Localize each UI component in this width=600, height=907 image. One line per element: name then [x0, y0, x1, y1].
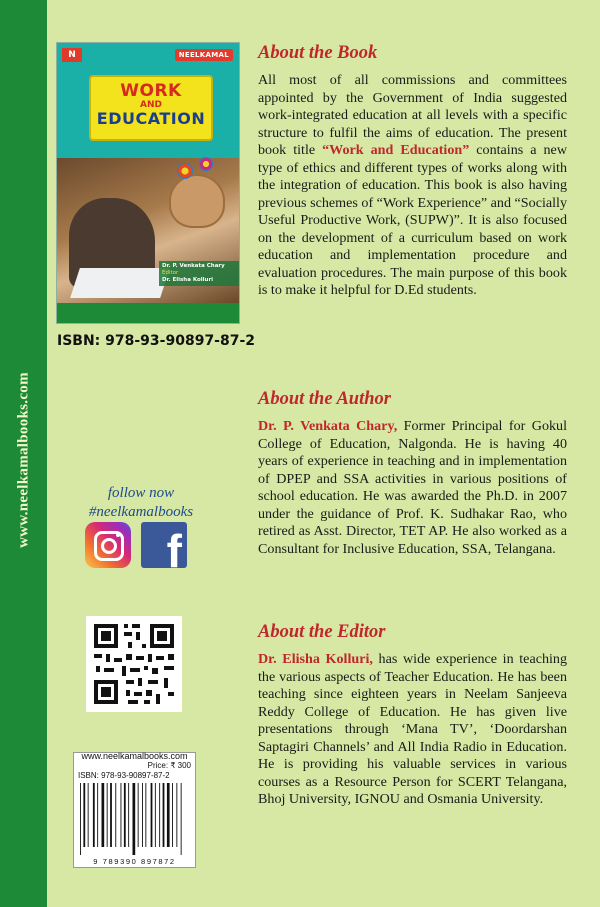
flower-icon	[199, 157, 213, 171]
barcode-number: 9 789390 897872	[93, 857, 176, 866]
spine-website: www.neelkamalbooks.com	[15, 372, 32, 548]
about-book-text-after: contains a new type of ethics and different types of works along with the integration of education. This book is also having previous schemes of “Work Experience” and “Socially Useful Productive Work, (SUPW)”. It is also focused on the development of a curriculum based on work education and implementation procedure and evaluation procedures. The main purpose of this book is to make it helpful for D.Ed students.	[258, 142, 567, 298]
about-book-text-before: All most of all commissions and committees appointed by the Government of India suggested work-integrated education at all levels with a specific structure to fulfil the aims of education. The present book title	[258, 72, 567, 158]
about-author-text	[258, 418, 567, 558]
barcode-bar	[138, 783, 139, 847]
barcode-bar	[80, 783, 81, 855]
instagram-icon[interactable]	[85, 522, 131, 568]
publisher-logo-icon: N	[62, 48, 82, 62]
about-editor-text	[258, 651, 567, 809]
book-title-highlight: “Work and Education”	[322, 142, 470, 158]
barcode-price: Price: ₹ 300	[147, 761, 191, 770]
barcode-bar	[159, 783, 160, 847]
barcode-bar	[83, 783, 85, 847]
about-author-heading: About the Author	[258, 389, 391, 409]
barcode-bar	[145, 783, 146, 847]
hashtag: #neelkamalbooks	[88, 504, 194, 520]
follow-text: follow now	[107, 485, 175, 501]
cover-author: Dr. P. Venkata Chary	[162, 263, 225, 269]
barcode-website: www.neelkamalbooks.com	[81, 751, 188, 761]
barcode-bar	[93, 783, 95, 847]
barcode-bar	[176, 783, 177, 847]
barcode-bar	[124, 783, 126, 847]
barcode-bar	[172, 783, 173, 847]
editor-name: Dr. Elisha Kolluri,	[258, 651, 373, 667]
barcode-bar	[155, 783, 156, 847]
isbn-label: ISBN: 978-93-90897-87-2	[57, 333, 256, 349]
about-book-section	[258, 42, 567, 300]
social-follow	[85, 484, 197, 522]
about-editor-heading: About the Editor	[258, 622, 386, 642]
about-author-section	[258, 388, 567, 558]
barcode-bar	[133, 783, 136, 855]
barcode-bar	[142, 783, 143, 847]
barcode-label	[73, 752, 196, 868]
facebook-icon[interactable]: f	[141, 522, 187, 568]
cover-editor: Dr. Elisha Kolluri	[162, 277, 214, 283]
book-cover-thumbnail	[57, 43, 239, 323]
barcode-bar	[181, 783, 182, 855]
about-editor-section	[258, 621, 567, 809]
cover-title-line2: AND	[140, 100, 162, 110]
barcode-bar	[88, 783, 89, 847]
about-book-text	[258, 72, 567, 300]
spine-band	[0, 0, 47, 907]
qr-code	[86, 616, 182, 712]
cover-editor-label: Editor	[162, 270, 179, 276]
editor-bio: has wide experience in teaching the various aspects of Teacher Education. He has been teaching since eighteen years in Neelam Sanjeeva Reddy College of Education. He has given live presentations through ‘Mana TV’, ‘Doordarshan Saptagiri Channels’ and All India Radio in Education. He is providing his valuable services in various courses as a Resource Person for SCERT Telangana, Bhoj University, IGNOU and Osmania University.	[258, 651, 568, 807]
barcode-bar	[163, 783, 165, 847]
barcode-bar	[97, 783, 98, 847]
cover-title-line3: EDUCATION	[96, 109, 206, 128]
barcode-bar	[107, 783, 108, 847]
author-name: Dr. P. Venkata Chary,	[258, 418, 398, 434]
barcode-isbn: ISBN: 978-93-90897-87-2	[78, 771, 170, 780]
cover-title-line1: WORK	[120, 81, 182, 101]
qr-code-icon	[86, 616, 182, 712]
pottery-image	[169, 174, 225, 228]
barcode-bar	[151, 783, 153, 847]
flower-icon	[177, 163, 193, 179]
barcode-bar	[115, 783, 116, 847]
author-bio: Former Principal for Gokul College of Education, Nalgonda. He is having 40 years of experience in teaching and in implementation of DPEP and SSA activities in various positions of school education. He was awarded the Ph.D. in 2007 under the guidance of Prof. K. Sudhakar Rao, who retired as Asst. Director, TET AP. He also worked as a Consultant for Inclusive Education, SSA, Telangana.	[258, 418, 568, 557]
paper-image	[70, 268, 170, 298]
barcode-bar	[121, 783, 122, 847]
cover-authors	[159, 261, 239, 286]
barcode-bar	[110, 783, 112, 847]
barcode-bar	[102, 783, 105, 847]
cover-title-box	[89, 75, 213, 141]
barcode-bars	[78, 783, 191, 855]
cover-brand: NEELKAMAL	[175, 49, 233, 61]
about-book-heading: About the Book	[258, 43, 378, 63]
barcode-bar	[128, 783, 129, 847]
barcode-bar	[167, 783, 170, 847]
cover-bottom-band	[57, 303, 239, 323]
